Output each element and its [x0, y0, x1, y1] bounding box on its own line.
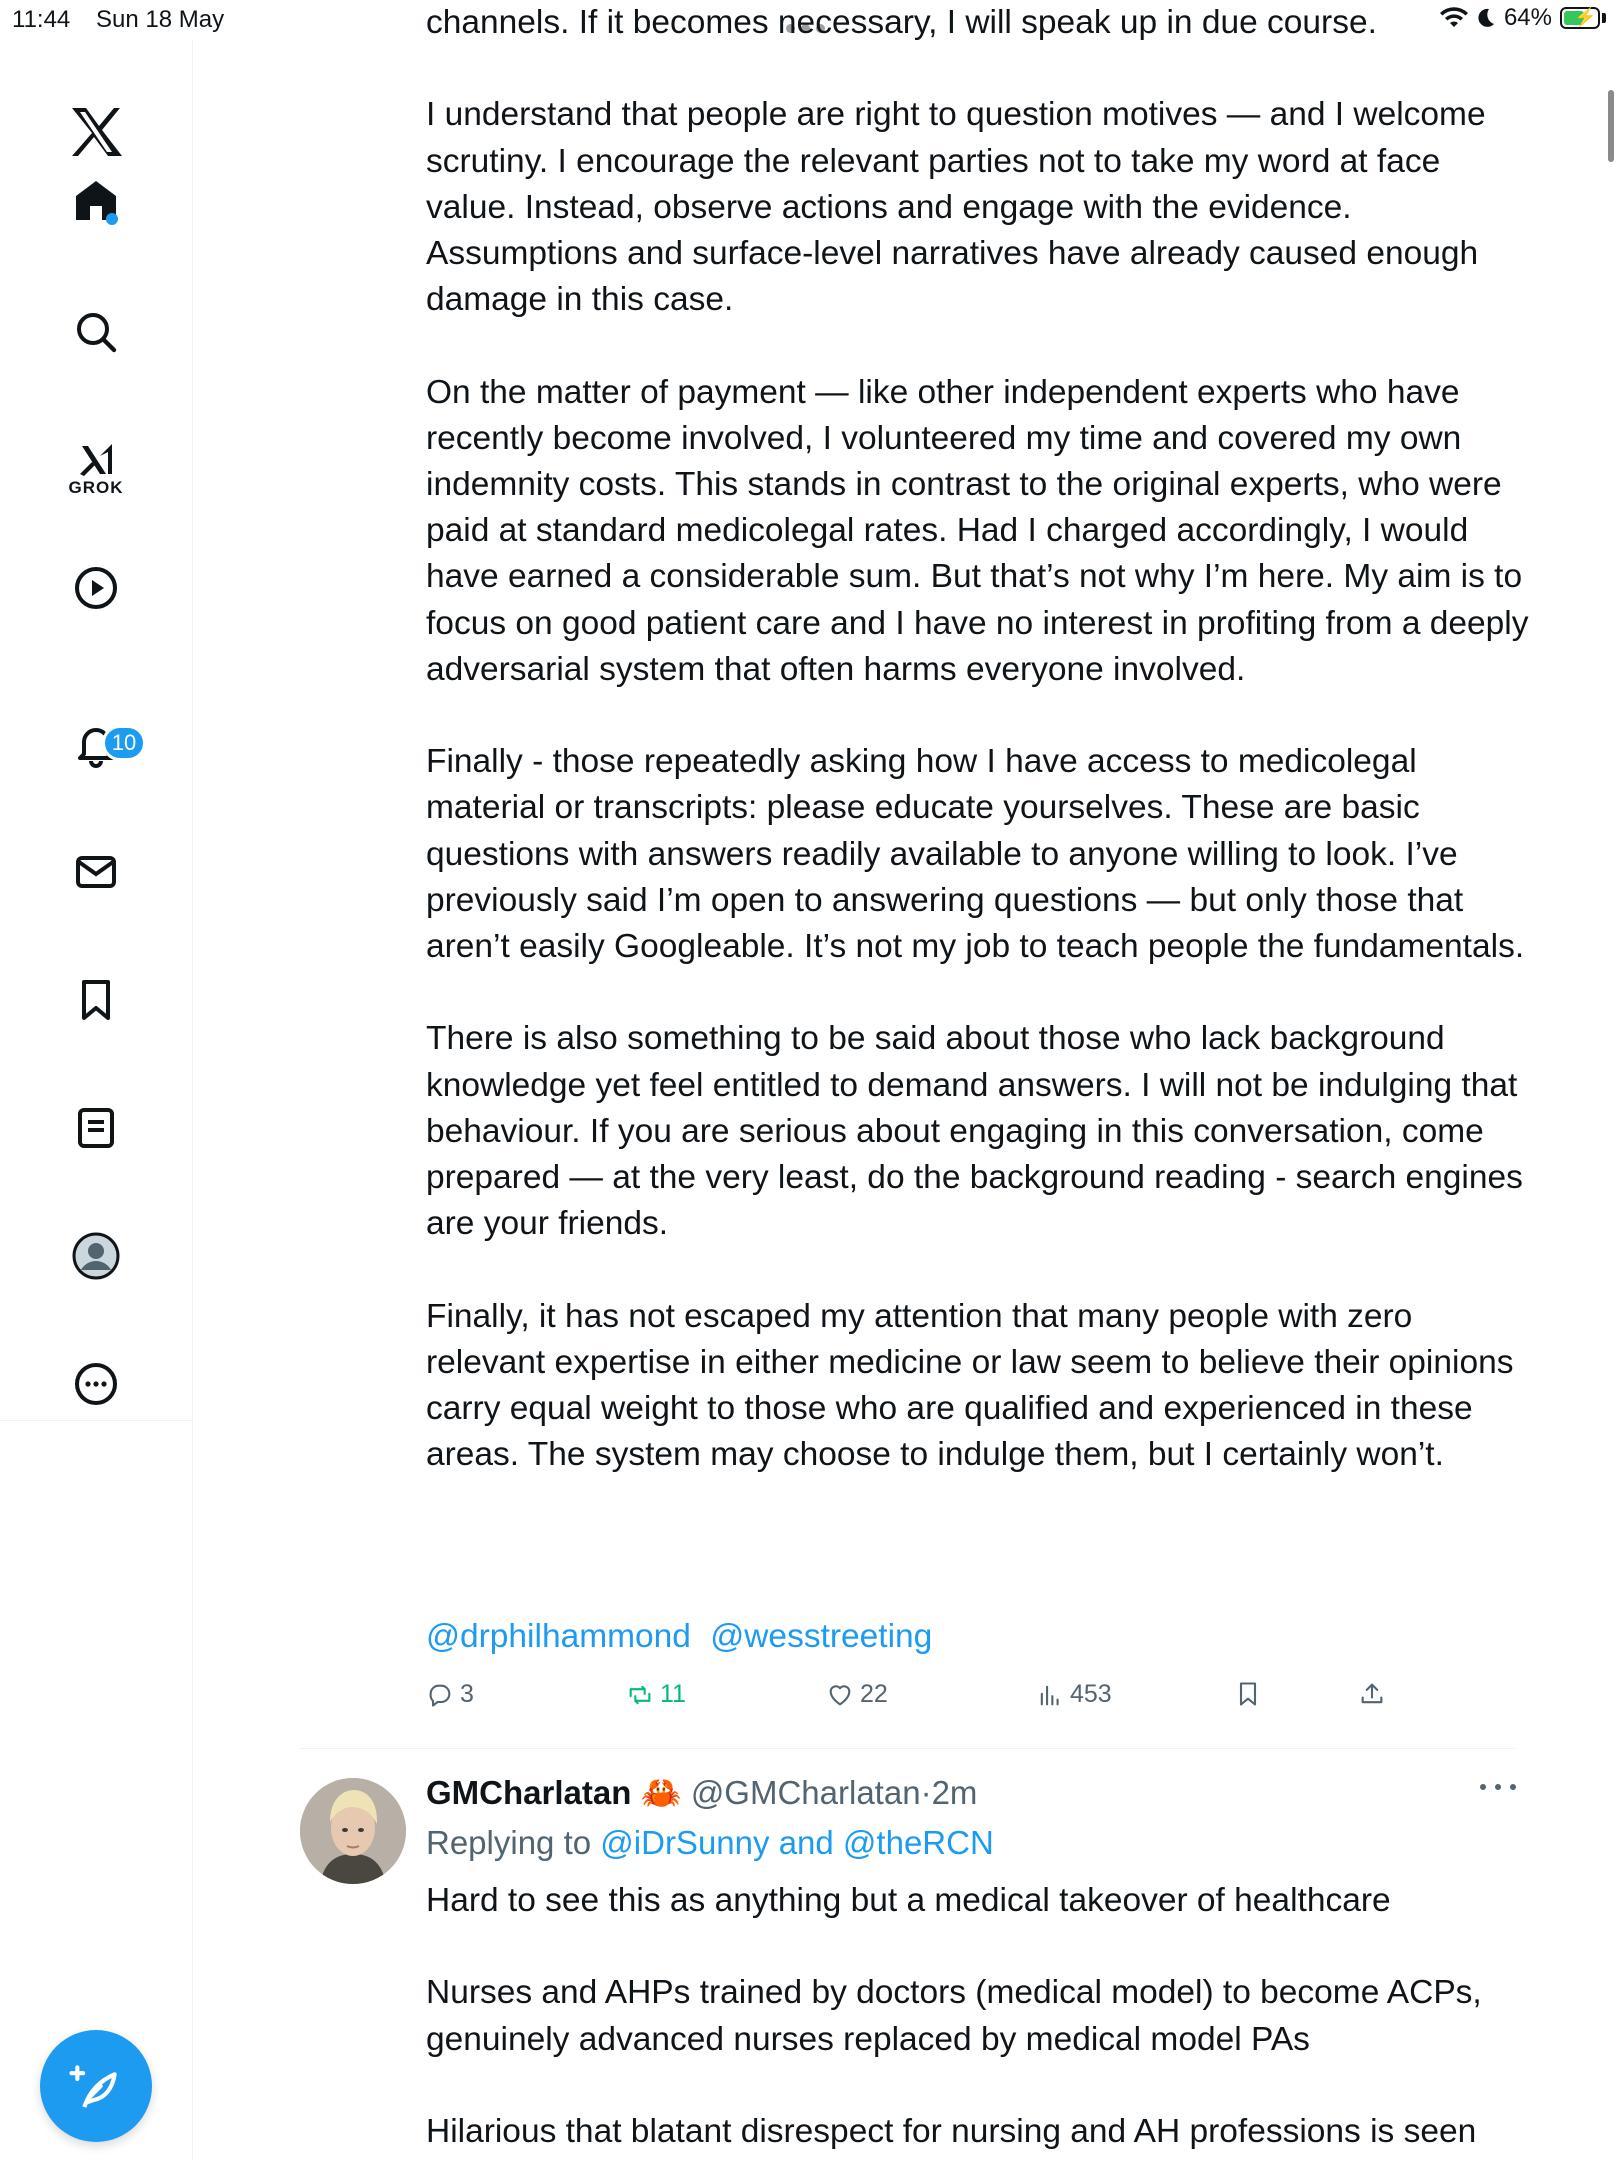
share-icon [1358, 1680, 1386, 1708]
retweet-button[interactable] [626, 1680, 686, 1709]
sidebar-item-explore[interactable] [66, 302, 126, 362]
bookmark-button[interactable] [1234, 1680, 1262, 1708]
home-unread-dot [106, 213, 118, 225]
retweet-count: 11 [660, 1680, 686, 1708]
sidebar-item-profile[interactable] [66, 1226, 126, 1286]
like-count: 22 [860, 1680, 888, 1708]
retweet-icon [626, 1681, 654, 1709]
mention-link[interactable]: @wesstreeting [710, 1618, 933, 1655]
separator-dot: · [920, 1774, 932, 1811]
profile-avatar-icon [72, 1232, 120, 1280]
compose-post-button[interactable] [40, 2030, 152, 2142]
sidebar-nav [0, 40, 193, 2160]
views-button[interactable] [1036, 1680, 1112, 1709]
more-options-icon[interactable] [1480, 1784, 1516, 1790]
mail-icon [72, 848, 120, 896]
status-time: 11:44 [12, 6, 71, 33]
post-paragraph: On the matter of payment — like other independent experts who have recently become involved, I volunteered my time and covered my own indemnity costs. This stands in contrast to the original experts, who were paid at standard medicolegal rates. Had I charged accordingly, I would have earned a considerable sum. But that’s not why I’m here. My aim is to focus on good patient care and I have no interest in profiting from a deeply adversarial system that often harms everyone involved. [426, 373, 1529, 688]
replying-to-user[interactable]: @iDrSunny [600, 1824, 770, 1861]
sidebar-item-more[interactable] [66, 1354, 126, 1414]
reply-author-handle[interactable]: @GMCharlatan [690, 1774, 921, 1811]
reply-count: 3 [460, 1680, 474, 1708]
post-paragraph: There is also something to be said about those who lack background knowledge yet feel entitled to demand answers. I will not be indulging that behaviour. If you are serious about engaging in this conversation, come prepared — at the very least, do the background reading - search engines are your friends. [426, 1020, 1523, 1243]
mention-link[interactable]: @drphilhammond [426, 1618, 691, 1655]
replying-to-and: and [778, 1824, 834, 1861]
heart-icon [826, 1681, 854, 1709]
crab-emoji-icon: 🦀 [640, 1774, 682, 1811]
search-icon [72, 308, 120, 356]
x-logo-icon[interactable] [66, 100, 126, 160]
scrollbar[interactable] [1608, 90, 1614, 162]
views-count: 453 [1070, 1680, 1112, 1708]
list-icon [72, 1104, 120, 1152]
battery-icon: ⚡ [1560, 7, 1600, 29]
post-paragraph: channels. If it becomes necessary, I will speak up in due course. [426, 4, 1377, 41]
grok-label: GROK [68, 478, 124, 497]
reply-icon [426, 1681, 454, 1709]
post-actions [426, 1680, 1426, 1720]
bookmark-icon [72, 976, 120, 1024]
status-date: Sun 18 May [96, 6, 225, 33]
sidebar-item-videos[interactable] [66, 558, 126, 618]
replying-to-label: Replying to [426, 1824, 592, 1861]
sidebar-item-lists[interactable] [66, 1098, 126, 1158]
post-paragraph: I understand that people are right to question motives — and I welcome scrutiny. I encourage the relevant parties not to take my word at face value. Instead, observe actions and engage with the evidence. Assumptions and surface-level narratives have already caused enough damage in this case. [426, 96, 1486, 319]
replying-to-line [426, 1820, 994, 1866]
bookmark-icon [1234, 1680, 1262, 1708]
share-button[interactable] [1358, 1680, 1386, 1708]
more-circle-icon [72, 1360, 120, 1408]
avatar[interactable] [300, 1778, 406, 1884]
sidebar-item-messages[interactable] [66, 842, 126, 902]
post-body [426, 0, 1536, 1478]
play-circle-icon [72, 564, 120, 612]
post-divider [300, 1748, 1515, 1749]
reply-body [426, 1878, 1516, 2155]
grok-icon [72, 436, 120, 484]
battery-percentage: 64% [1503, 4, 1552, 31]
sidebar-divider [0, 1420, 192, 1421]
compose-feather-icon [68, 2058, 124, 2114]
reply-paragraph: Nurses and AHPs trained by doctors (medical model) to become ACPs, genuinely advanced nurses replaced by medical model PAs [426, 1974, 1482, 2058]
sidebar-item-bookmarks[interactable] [66, 970, 126, 1030]
post-paragraph: Finally - those repeatedly asking how I have access to medicolegal material or transcripts: please educate yourselves. These are basic questions with answers readily available to anyone willing to look. I’ve previously said I’m open to answering questions — but only those that aren’t easily Googleable. It’s not my job to teach people the fundamentals. [426, 743, 1525, 966]
post-paragraph: Finally, it has not escaped my attention that many people with zero relevant expertise in either medicine or law seem to believe their opinions carry equal weight to those who are qualified and experienced in these areas. The system may choose to indulge them, but I certainly won’t. [426, 1297, 1514, 1474]
reply-button[interactable] [426, 1680, 474, 1709]
post-mentions [426, 1618, 932, 1656]
like-button[interactable] [826, 1680, 888, 1709]
reply-paragraph: Hilarious that blatant disrespect for nursing and AH professions is seen [426, 2112, 1477, 2150]
replying-to-user[interactable]: @theRCN [842, 1824, 994, 1861]
reply-header [426, 1770, 977, 1816]
notification-badge: 10 [102, 725, 146, 761]
analytics-icon [1036, 1681, 1064, 1709]
reply-author-name[interactable]: GMCharlatan [426, 1774, 632, 1811]
reply-paragraph: Hard to see this as anything but a medical takeover of healthcare [426, 1882, 1391, 1919]
reply-timestamp[interactable]: 2m [931, 1774, 978, 1811]
